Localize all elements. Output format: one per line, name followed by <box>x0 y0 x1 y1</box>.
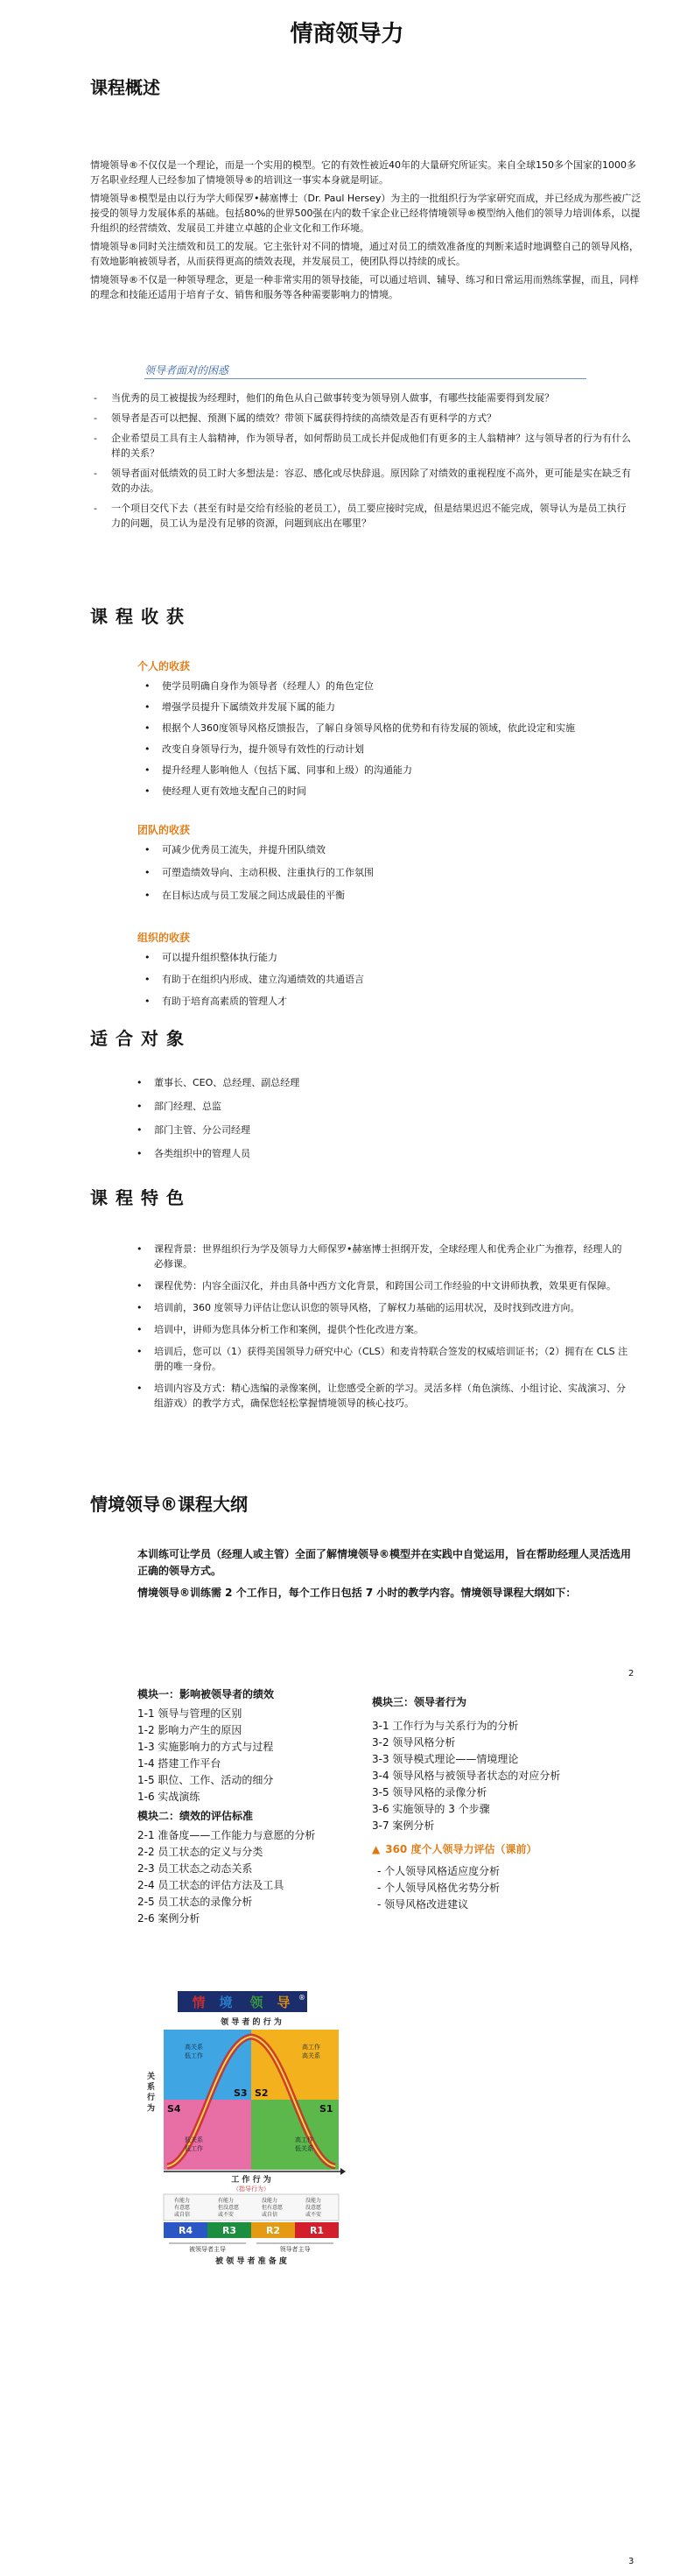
outline-item: 1-6 实战演练 <box>137 1791 200 1803</box>
outline-intro: 本训练可让学员（经理人或主管）全面了解情境领导®模型并在实践中自觉运用，旨在帮助经理人灵活选用正确的领导方式。 <box>137 1548 632 1577</box>
readiness-desc: 或不安 <box>305 2212 322 2218</box>
team-gains-title: 团队的收获 <box>137 824 191 836</box>
s1-label: S1 <box>319 2103 333 2115</box>
list-item: • 培训后，您可以（1）获得美国领导力研究中心（CLS）和麦肯特联合签发的权威培训证书；（2）拥有在 CLS 注册的唯一身份。 <box>130 1344 628 1374</box>
outline-item: 3-1 工作行为与关系行为的分析 <box>372 1720 519 1732</box>
readiness-desc: 有能力 <box>218 2198 235 2204</box>
s3-label: S3 <box>234 2087 248 2099</box>
list-item: • 董事长、CEO、总经理、副总经理 <box>130 1075 620 1090</box>
r1-label: R1 <box>309 2225 325 2236</box>
readiness-desc: 但没意愿 <box>218 2205 240 2211</box>
module-title: 模块二：绩效的评估标准 <box>137 1810 254 1822</box>
outline-item: 1-2 影响力产生的原因 <box>137 1724 242 1736</box>
list-item: • 根据个人360度领导风格反馈报告，了解自身领导风格的优势和有待发展的领域，依此设定和实施 <box>137 721 627 735</box>
task-axis-sub: （指导行为） <box>233 2185 270 2192</box>
outline-item: - 个人领导风格优劣势分析 <box>377 1882 501 1894</box>
list-item: • 有助于在组织内形成、建立沟通绩效的共通语言 <box>137 972 627 987</box>
readiness-desc: 或自信 <box>174 2212 191 2218</box>
list-item: - 一个项目交代下去（甚至有时是交给有经验的老员工），员工要应接时完成，但是结果迟迟不能完成，领导认为是员工执行力的问题，员工认为是没有足够的资源，问题到底出在哪里？ <box>90 501 633 531</box>
overview-body <box>90 158 641 306</box>
outline-item: 1-5 职位、工作、活动的细分 <box>137 1774 274 1786</box>
s2-label: S2 <box>255 2087 269 2099</box>
triangle-icon: ▲ <box>372 1843 381 1855</box>
divider <box>144 378 586 379</box>
readiness-text-row <box>164 2194 339 2221</box>
q2-text: 高工作 <box>302 2044 320 2051</box>
outline-item: 2-4 员工状态的评估方法及工具 <box>137 1879 284 1891</box>
list-item: • 有助于培育高素质的管理人才 <box>137 994 627 1009</box>
module-1 <box>137 1686 365 1927</box>
outline-item: 3-3 领导模式理论——情境理论 <box>372 1753 519 1765</box>
gains-heading: 课程收获 <box>90 606 192 627</box>
overview-paragraph: 情境领导®不仅是一种领导理念，更是一种非常实用的领导技能，可以通过培训、辅导、练习和日常运用而熟练掌握，而且，同样的理念和技能还适用于培育子女、销售和服务等各种需要影响力的情境。 <box>90 274 639 300</box>
outline-item: 2-5 员工状态的录像分析 <box>137 1896 253 1908</box>
features-list <box>130 1242 628 1418</box>
title-char: 境 <box>219 1995 233 2010</box>
registered-mark: ® <box>298 1994 305 2002</box>
module-3 <box>372 1694 634 1913</box>
q3-text: 高关系 <box>185 2044 203 2051</box>
page-number: 3 <box>628 2557 634 2566</box>
list-item: - 领导者面对低绩效的员工时大多想法是：容忍、感化或尽快辞退。原因除了对绩效的重视程度不高外，更可能是实在缺乏有效的办法。 <box>90 466 633 496</box>
audience-list <box>130 1075 620 1170</box>
list-item: • 课程优势：内容全面汉化，并由具备中西方文化背景，和跨国公司工作经验的中文讲师执教，效果更有保障。 <box>130 1278 628 1293</box>
list-item: • 使经理人更有效地支配自己的时间 <box>137 784 627 799</box>
readiness-desc: 有意愿 <box>174 2205 191 2211</box>
readiness-desc: 或不安 <box>218 2212 235 2218</box>
outline-item: 2-6 案例分析 <box>137 1912 200 1925</box>
outline-item: - 个人领导风格适应度分析 <box>377 1865 501 1877</box>
leader-directed-label: 领导者主导 <box>279 2246 311 2253</box>
outline-item: 3-5 领导风格的录像分析 <box>372 1786 487 1798</box>
org-gains-title: 组织的收获 <box>137 932 191 944</box>
module4-item: 个人领导风格优劣势分析 <box>384 1882 501 1894</box>
q4-text: 低关系 <box>185 2136 203 2143</box>
confusion-list <box>90 391 633 536</box>
list-item: • 改变自身领导行为，提升领导有效性的行动计划 <box>137 742 627 757</box>
list-item: • 在目标达成与员工发展之间达成最佳的平衡 <box>137 888 627 903</box>
outline-item: - 领导风格改进建议 <box>377 1898 469 1911</box>
q4-text: 低工作 <box>185 2145 203 2152</box>
confusion-subheading: 领导者面对的困惑 <box>144 364 229 377</box>
list-item: • 培训中，讲师为您具体分析工作和案例，提供个性化改进方案。 <box>130 1322 628 1337</box>
readiness-title: 被 领 导 者 准 备 度 <box>215 2257 287 2266</box>
q2-text: 高关系 <box>302 2052 320 2059</box>
overview-paragraph: 情境领导®同时关注绩效和员工的发展。它主张针对不同的情境，通过对员工的绩效准备度的判断来适时地调整自己的领导风格，有效地影响被领导者，从而获得更高的绩效表现，并发展员工，使团队得以持续的成长。 <box>90 241 639 267</box>
page-title: 情商领导力 <box>290 21 404 47</box>
list-item: • 培训内容及方式：精心选编的录像案例，让您感受全新的学习。灵活多样（角色演练、小组讨论、实战演习、分组游戏）的教学方式，确保您轻松掌握情境领导的核心技巧。 <box>130 1381 628 1411</box>
readiness-desc: 有能力 <box>174 2198 191 2204</box>
title-char: 导 <box>277 1995 291 2010</box>
module-title: 模块一：影响被领导者的绩效 <box>137 1688 275 1700</box>
module4-item: 领导风格改进建议 <box>384 1898 469 1911</box>
outline-item: 2-3 员工状态之动态关系 <box>137 1862 253 1875</box>
overview-paragraph: 情境领导®不仅仅是一个理论，而是一个实用的模型。它的有效性被近40年的大量研究所证实。来自全球150多个国家的1000多万名职业经理人已经参加了情境领导®的培训这一事实本身就是明证。 <box>90 159 636 186</box>
outline-item: 1-3 实施影响力的方式与过程 <box>137 1741 274 1753</box>
list-item: - 企业希望员工具有主人翁精神，作为领导者，如何帮助员工成长并促成他们有更多的主人翁精神？这与领导者的行为有什么样的关系？ <box>90 431 633 461</box>
readiness-desc: 但有意愿 <box>262 2205 284 2211</box>
outline-item: 3-4 领导风格与被领导者状态的对应分析 <box>372 1770 561 1782</box>
task-axis-label: 工 作 行 为 <box>231 2176 271 2185</box>
outline-item: 1-4 搭建工作平台 <box>137 1757 221 1770</box>
list-item: • 部门经理、总监 <box>130 1099 620 1114</box>
team-gains-list <box>137 842 627 911</box>
list-item: • 可以提升组织整体执行能力 <box>137 950 627 965</box>
list-item: - 当优秀的员工被提拔为经理时，他们的角色从自己做事转变为领导别人做事，有哪些技能需要得到发展？ <box>90 391 633 405</box>
personal-gains-title: 个人的收获 <box>137 660 191 672</box>
outline-item: 1-1 领导与管理的区别 <box>137 1707 242 1720</box>
title-char: 领 <box>249 1995 263 2010</box>
readiness-desc: 没意愿 <box>305 2205 322 2211</box>
top-label: 领 导 者 的 行 为 <box>221 2018 282 2027</box>
outline-heading: 情境领导®课程大纲 <box>90 1494 248 1515</box>
diagram-title <box>178 1991 307 2012</box>
readiness-desc: 或自信 <box>262 2212 278 2218</box>
q1-text: 低关系 <box>295 2145 313 2152</box>
readiness-desc: 没能力 <box>262 2198 278 2204</box>
module-4-title <box>372 1841 634 1858</box>
list-item: • 增强学员提升下属绩效并发展下属的能力 <box>137 700 627 714</box>
features-heading: 课程特色 <box>90 1187 192 1208</box>
list-item: • 使学员明确自身作为领导者（经理人）的角色定位 <box>137 679 627 693</box>
overview-heading: 课程概述 <box>90 77 160 98</box>
list-item: • 部门主管、分公司经理 <box>130 1123 620 1137</box>
follower-directed-label: 被领导者主导 <box>189 2246 226 2253</box>
r3-label: R3 <box>221 2225 237 2236</box>
title-char: 情 <box>192 1995 206 2010</box>
situational-leadership-diagram <box>137 1988 347 2268</box>
r4-label: R4 <box>178 2225 193 2236</box>
module4-item: 个人领导风格适应度分析 <box>384 1865 501 1877</box>
s4-label: S4 <box>167 2103 181 2115</box>
q3-text: 低工作 <box>185 2052 203 2059</box>
relationship-axis-label: 关 系 行 为 <box>145 2072 154 2112</box>
r2-label: R2 <box>265 2225 281 2236</box>
org-gains-list <box>137 950 627 1016</box>
readiness-desc: 没能力 <box>305 2198 322 2204</box>
list-item: • 可减少优秀员工流失，并提升团队绩效 <box>137 842 627 857</box>
outline-item: 2-1 准备度——工作能力与意愿的分析 <box>137 1829 316 1841</box>
personal-gains-list <box>137 679 627 805</box>
list-item: • 课程背景：世界组织行为学及领导力大师保罗•赫塞博士担纲开发，全球经理人和优秀企业广为推荐，经理人的必修课。 <box>130 1242 628 1271</box>
audience-heading: 适合对象 <box>90 1028 192 1049</box>
module-title: 360 度个人领导力评估（课前） <box>385 1843 537 1855</box>
outline-intro-duration: 情境领导®训练需 2 个工作日，每个工作日包括 7 小时的教学内容。情境领导课程大纲如下： <box>137 1587 577 1599</box>
outline-item: 3-2 领导风格分析 <box>372 1736 456 1749</box>
list-item: • 可塑造绩效导向、主动积极、注重执行的工作氛围 <box>137 865 627 880</box>
list-item: • 各类组织中的管理人员 <box>130 1146 620 1161</box>
outline-item: 3-6 实施领导的 3 个步骤 <box>372 1803 490 1815</box>
list-item: • 提升经理人影响他人（包括下属、同事和上级）的沟通能力 <box>137 763 627 778</box>
list-item: - 领导者是否可以把握、预测下属的绩效？带领下属获得持续的高绩效是否有更科学的方式？ <box>90 411 633 426</box>
page-number: 2 <box>628 1669 634 1679</box>
outline-item: 3-7 案例分析 <box>372 1819 435 1832</box>
overview-paragraph: 情境领导®模型是由以行为学大师保罗•赫塞博士（Dr. Paul Hersey）为主的一批组织行为学家研究而成，并已经成为那些被广泛接受的领导力发展体系的基础。包括80%的世界500强在内的数千家企业已经将情境领导®模型纳入他们的领导力培训体系，以提升组织的经营绩效、发展员工并建立卓越的企业文化和工作环境。 <box>90 193 641 234</box>
list-item: • 培训前，360 度领导力评估让您认识您的领导风格，了解权力基础的运用状况，及时找到改进方向。 <box>130 1300 628 1315</box>
q1-text: 高工作 <box>295 2136 313 2143</box>
outline-item: 2-2 员工状态的定义与分类 <box>137 1846 263 1858</box>
module-title: 模块三：领导者行为 <box>372 1696 467 1708</box>
